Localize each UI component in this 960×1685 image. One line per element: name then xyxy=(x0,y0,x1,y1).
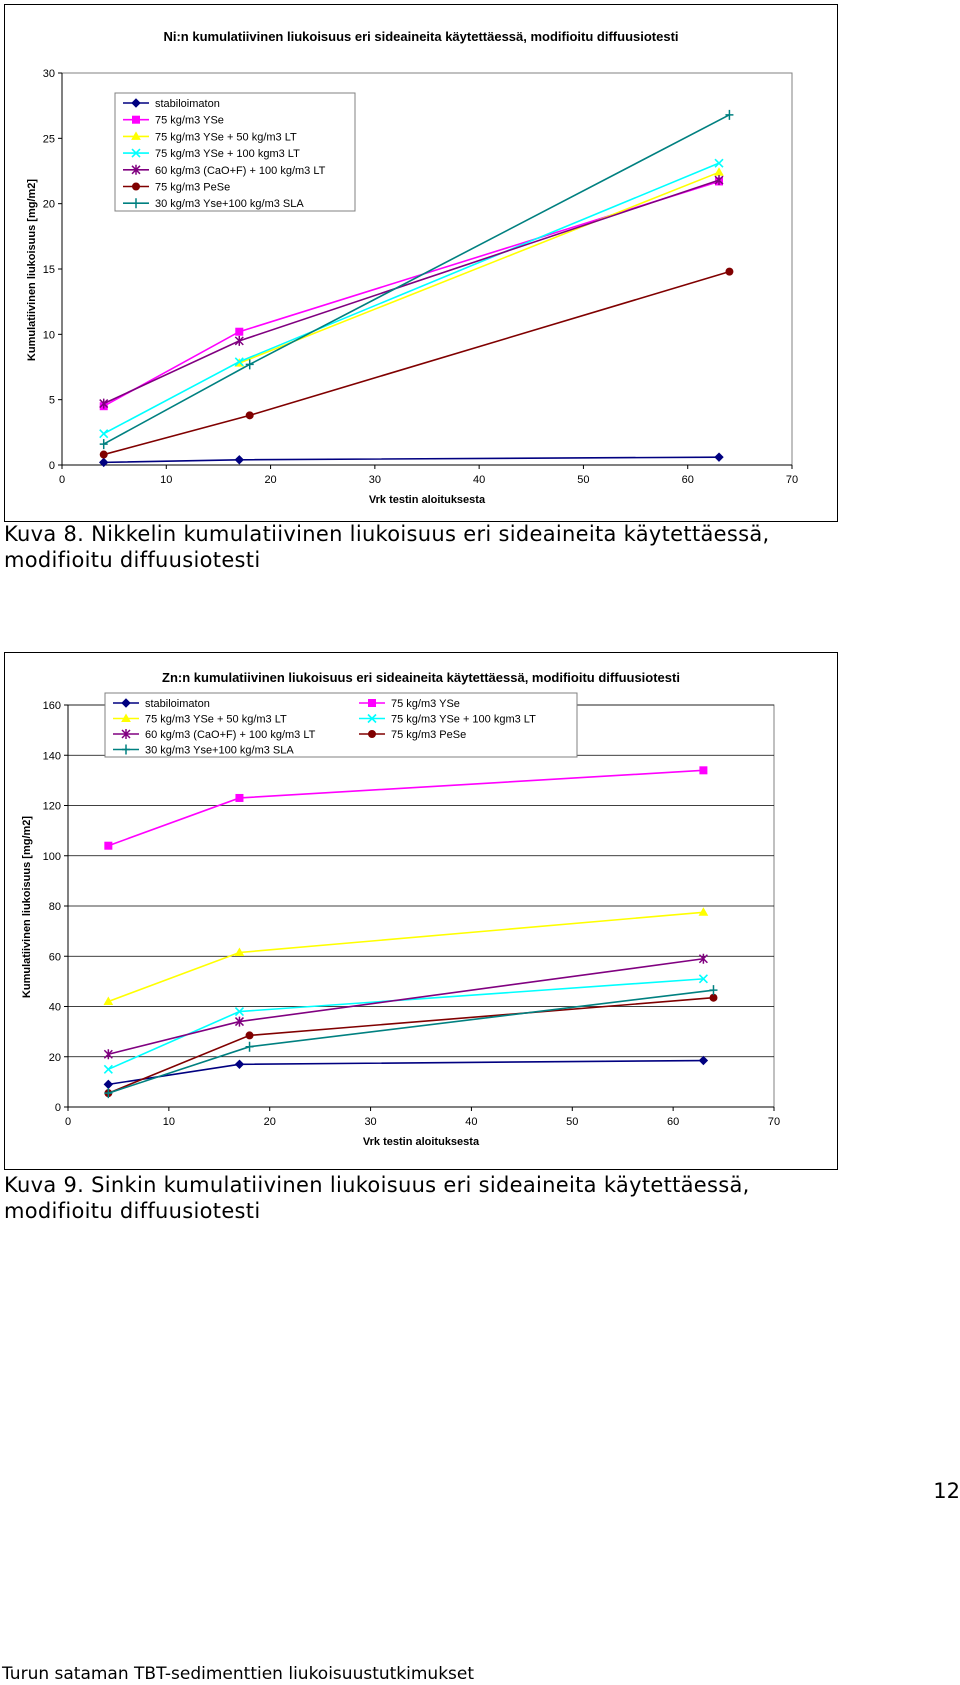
ni-chart xyxy=(5,5,839,523)
zn-chart xyxy=(5,653,839,1171)
zn-y-tick-label-120: 120 xyxy=(42,800,61,813)
ni-x-tick-label-50: 50 xyxy=(577,474,590,486)
zn-x-tick-label-10: 10 xyxy=(162,1116,175,1128)
ni-point-75-kg-m3-yse-1 xyxy=(236,328,243,335)
ni-chart-title: Ni:n kumulatiivinen liukoisuus eri sideaineita käytettäessä, modifioitu diffuusiotesti xyxy=(163,29,679,44)
ni-y-tick-label-10: 10 xyxy=(42,329,55,342)
zn-point-75-kg-m3-yse-1 xyxy=(236,794,243,801)
ni-legend-marker-5 xyxy=(133,183,140,190)
figure-8-caption: Kuva 8. Nikkelin kumulatiivinen liukoisuus eri sideaineita käytettäessä, modifioitu diffuusiotesti xyxy=(4,522,770,572)
ni-y-axis-title: Kumulatiivinen liukoisuus [mg/m2] xyxy=(26,178,38,362)
zn-x-tick-label-20: 20 xyxy=(263,1116,276,1128)
zn-x-tick-label-60: 60 xyxy=(667,1116,680,1128)
ni-x-tick-label-20: 20 xyxy=(264,474,277,486)
zn-x-tick-label-0: 0 xyxy=(64,1116,72,1128)
ni-y-tick-label-5: 5 xyxy=(48,394,55,407)
figure-9-caption: Kuva 9. Sinkin kumulatiivinen liukoisuus eri sideaineita käytettäessä, modifioitu diffuusiotesti xyxy=(4,1173,750,1223)
ni-x-tick-label-30: 30 xyxy=(368,474,381,486)
ni-y-tick-label-0: 0 xyxy=(48,460,55,472)
zn-point-75-kg-m3-pese-2 xyxy=(710,994,717,1001)
zn-legend-label-0: stabiloimaton xyxy=(145,698,210,710)
ni-legend-label-1: 75 kg/m3 YSe xyxy=(155,114,224,127)
zn-x-tick-label-30: 30 xyxy=(364,1116,377,1128)
ni-y-tick-label-30: 30 xyxy=(42,68,55,80)
page-number: 12 xyxy=(933,1479,960,1503)
ni-y-tick-label-25: 25 xyxy=(42,133,55,146)
zn-y-tick-label-160: 160 xyxy=(42,700,61,712)
zn-point-75-kg-m3-yse-0 xyxy=(105,842,112,849)
zn-y-tick-label-100: 100 xyxy=(42,850,61,863)
ni-x-tick-label-70: 70 xyxy=(785,474,799,486)
zn-y-tick-label-20: 20 xyxy=(48,1051,61,1064)
zn-legend-label-5: 75 kg/m3 PeSe xyxy=(391,729,467,741)
ni-y-tick-label-20: 20 xyxy=(42,198,55,211)
ni-legend-marker-1 xyxy=(133,116,140,123)
zn-x-axis-title: Vrk testin aloituksesta xyxy=(362,1136,480,1148)
ni-legend xyxy=(115,93,355,211)
ni-point-75-kg-m3-pese-2 xyxy=(726,268,733,275)
zn-y-axis-title: Kumulatiivinen liukoisuus [mg/m2] xyxy=(21,815,33,999)
ni-legend-label-6: 30 kg/m3 Yse+100 kg/m3 SLA xyxy=(155,198,304,211)
zn-legend-label-1: 75 kg/m3 YSe xyxy=(391,698,460,710)
ni-x-axis-title: Vrk testin aloituksesta xyxy=(368,494,486,506)
zn-legend-label-2: 75 kg/m3 YSe + 50 kg/m3 LT xyxy=(145,713,287,726)
ni-legend-label-0: stabiloimaton xyxy=(155,98,220,110)
zn-x-tick-label-40: 40 xyxy=(465,1116,478,1128)
ni-x-tick-label-10: 10 xyxy=(160,474,173,486)
zn-point-75-kg-m3-yse-2 xyxy=(700,767,707,774)
ni-point-75-kg-m3-pese-0 xyxy=(100,451,107,458)
zn-y-tick-label-0: 0 xyxy=(54,1102,61,1114)
ni-legend-label-4: 60 kg/m3 (CaO+F) + 100 kg/m3 LT xyxy=(155,164,326,177)
zn-point-75-kg-m3-pese-1 xyxy=(246,1032,253,1039)
zn-legend-label-4: 60 kg/m3 (CaO+F) + 100 kg/m3 LT xyxy=(145,729,316,741)
ni-legend-label-2: 75 kg/m3 YSe + 50 kg/m3 LT xyxy=(155,131,297,144)
zn-x-tick-label-70: 70 xyxy=(767,1116,781,1128)
zn-legend-marker-1 xyxy=(369,700,376,707)
zn-chart-title: Zn:n kumulatiivinen liukoisuus eri sideaineita käytettäessä, modifioitu diffuusiotesti xyxy=(162,670,680,685)
ni-chart-frame xyxy=(4,4,838,522)
zn-legend xyxy=(105,693,577,757)
ni-x-tick-label-40: 40 xyxy=(473,474,486,486)
zn-legend-label-3: 75 kg/m3 YSe + 100 kgm3 LT xyxy=(391,713,536,726)
ni-legend-label-3: 75 kg/m3 YSe + 100 kgm3 LT xyxy=(155,148,300,161)
zn-y-tick-label-140: 140 xyxy=(42,750,61,763)
zn-y-tick-label-60: 60 xyxy=(48,951,61,964)
page-footer: Turun sataman TBT-sedimenttien liukoisuustutkimukset xyxy=(2,1664,475,1684)
ni-x-tick-label-60: 60 xyxy=(681,474,694,486)
ni-legend-label-5: 75 kg/m3 PeSe xyxy=(155,181,231,194)
ni-y-tick-label-15: 15 xyxy=(42,264,55,276)
ni-x-tick-label-0: 0 xyxy=(58,474,66,486)
zn-legend-label-6: 30 kg/m3 Yse+100 kg/m3 SLA xyxy=(145,744,294,757)
zn-legend-marker-5 xyxy=(369,731,376,738)
ni-point-75-kg-m3-pese-1 xyxy=(246,412,253,419)
zn-chart-frame xyxy=(4,652,838,1170)
zn-x-tick-label-50: 50 xyxy=(566,1116,579,1128)
zn-y-tick-label-80: 80 xyxy=(48,901,61,913)
zn-y-tick-label-40: 40 xyxy=(48,1001,61,1014)
